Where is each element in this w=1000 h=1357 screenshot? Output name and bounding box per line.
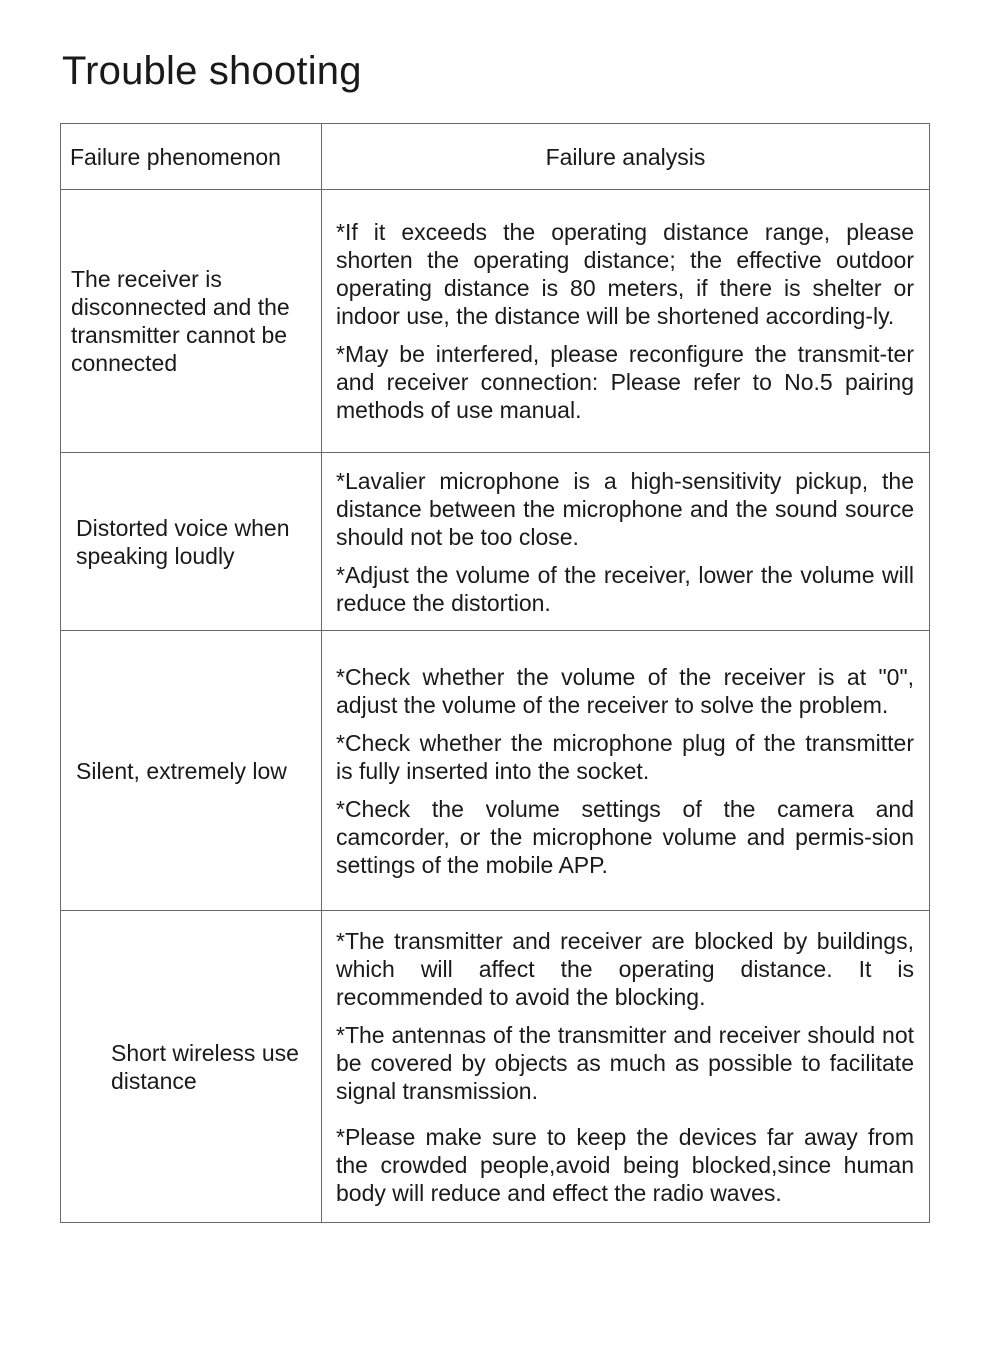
analysis-item: *The transmitter and receiver are blocked by buildings, which will affect the operating distance. It is recommended to avoid the blocking. (336, 927, 914, 1010)
table-row (61, 911, 930, 1223)
table-row (61, 453, 930, 631)
analysis-cell (322, 631, 930, 911)
phenomenon-text: The receiver is disconnected and the transmitter cannot be connected (71, 266, 290, 376)
analysis-item: *The antennas of the transmitter and receiver should not be covered by objects as much as possible to facilitate signal transmission. (336, 1021, 914, 1104)
column-header-phenomenon: Failure phenomenon (61, 124, 322, 190)
column-header-analysis: Failure analysis (322, 124, 930, 190)
analysis-cell (322, 453, 930, 631)
analysis-item: *Adjust the volume of the receiver, lower the volume will reduce the distortion. (336, 561, 914, 616)
table-row (61, 631, 930, 911)
phenomenon-cell (61, 911, 322, 1223)
table-row (61, 190, 930, 453)
analysis-cell (322, 190, 930, 453)
phenomenon-cell (61, 631, 322, 911)
analysis-item: *May be interfered, please reconfigure the transmit-ter and receiver connection: Please refer to No.5 pairing methods of use manual. (336, 341, 914, 423)
phenomenon-text: Short wireless use distance (111, 1039, 299, 1094)
phenomenon-text: Distorted voice when speaking loudly (76, 514, 290, 569)
page-title: Trouble shooting (62, 49, 362, 93)
analysis-item: *If it exceeds the operating distance range, please shorten the operating distance; the effective outdoor operating distance is 80 meters, if there is shelter or indoor use, the distance will be shortened according-ly. (336, 219, 914, 329)
analysis-item: *Check the volume settings of the camera and camcorder, or the microphone volume and permis-sion settings of the mobile APP. (336, 795, 914, 878)
analysis-item: *Lavalier microphone is a high-sensitivity pickup, the distance between the microphone and the sound source should not be too close. (336, 467, 914, 550)
table-header-row (61, 124, 930, 190)
troubleshooting-table (60, 123, 930, 1223)
phenomenon-text: Silent, extremely low (76, 757, 287, 784)
analysis-cell (322, 911, 930, 1223)
phenomenon-cell (61, 190, 322, 453)
phenomenon-cell (61, 453, 322, 631)
analysis-item: *Please make sure to keep the devices far away from the crowded people,avoid being blocked,since human body will reduce and effect the radio waves. (336, 1123, 914, 1206)
analysis-item: *Check whether the microphone plug of the transmitter is fully inserted into the socket. (336, 729, 914, 784)
analysis-item: *Check whether the volume of the receiver is at "0", adjust the volume of the receiver to solve the problem. (336, 663, 914, 718)
